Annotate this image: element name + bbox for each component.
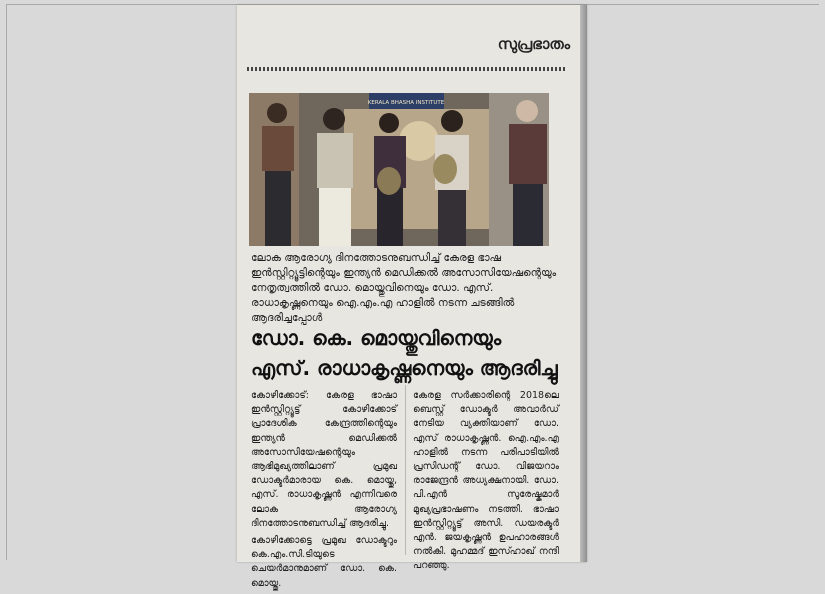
article-paragraph: കോഴിക്കോട്: കേരള ഭാഷാ ഇൻസ്റ്റിറ്റ്യൂട്ട് കോഴിക്കോട് പ്രാദേശിക കേന്ദ്രത്തിന്റെയും ഇന്ത്യൻ മെഡിക്കൽ അസോസിയേഷന്റെയും ആഭിമുഖ്യത്തിലാണ് പ്രമുഖ ഡോക്ടർമാരായ കെ. മൊയ്തു, എസ്. രാധാകൃഷ്ണൻ എന്നിവരെ ലോക ആരോഗ്യ ദിനത്തോടനുബന്ധിച്ച് ആദരിച്ചു. xyxy=(251,390,397,529)
headline xyxy=(251,323,571,383)
photo-caption: ലോക ആരോഗ്യ ദിനത്തോടനുബന്ധിച്ച് കേരള ഭാഷ ഇൻസ്റ്റിറ്റ്യൂട്ടിന്റെയും ഇന്ത്യൻ മെഡിക്കൽ അസോസിയേഷന്റെയും നേതൃത്വത്തിൽ ഡോ. മൊയ്തുവിനെയും ഡോ. എസ്. രാധാകൃഷ്ണനെയും ഐ.എം.എ ഹാളിൽ നടന്ന ചടങ്ങിൽ ആദരിച്ചപ്പോൾ xyxy=(251,252,557,324)
photo-banner-text: KERALA BHASHA INSTITUTE xyxy=(367,100,445,106)
article-column-left xyxy=(251,389,397,594)
news-photo xyxy=(249,93,549,246)
clipping-edge-shadow xyxy=(580,5,587,562)
column-divider xyxy=(405,385,406,555)
masthead: സുപ്രഭാതം xyxy=(497,35,570,53)
headline-line-2: എസ്. രാധാകൃഷ്ണനെയും ആദരിച്ചു xyxy=(251,356,558,380)
photo-illustration xyxy=(249,93,549,246)
article-paragraph: കേരള സർക്കാരിന്റെ 2018ലെ ബെസ്റ്റ് ഡോക്ടർ അവാർഡ് നേടിയ വ്യക്തിയാണ് ഡോ. എസ് രാധാകൃഷ്ണൻ. ഐ.എം.എ ഹാളിൽ നടന്ന പരിപാടിയിൽ പ്രസിഡന്റ് ഡോ. വിജയറാം രാജേന്ദ്രൻ അധ്യക്ഷനായി. ഡോ. പി.എൻ സുരേഷ്കുമാർ മുഖ്യപ്രഭാഷണം നടത്തി. ഭാഷാ ഇൻസ്റ്റിറ്റ്യൂട്ട് അസി. ഡയരക്ടർ എൻ. ജയകൃഷ്ണൻ ഉപഹാരങ്ങൾ നൽകി. മുഹമ്മദ് ഇസ്ഹാഖ് നന്ദി പറഞ്ഞു. xyxy=(413,390,559,572)
dashed-rule xyxy=(247,67,565,71)
article-paragraph: കോഴിക്കോട്ടെ പ്രമുഖ ഡോക്ടറും കെ.എം.സി.ടിയുടെ ചെയർമാനുമാണ് ഡോ. കെ. മൊയ്തു. xyxy=(251,535,397,589)
article-column-right xyxy=(413,389,559,577)
headline-line-1: ഡോ. കെ. മൊയ്തുവിനെയും xyxy=(251,326,502,350)
frame-left-line xyxy=(6,4,7,560)
newspaper-clipping xyxy=(237,5,587,589)
